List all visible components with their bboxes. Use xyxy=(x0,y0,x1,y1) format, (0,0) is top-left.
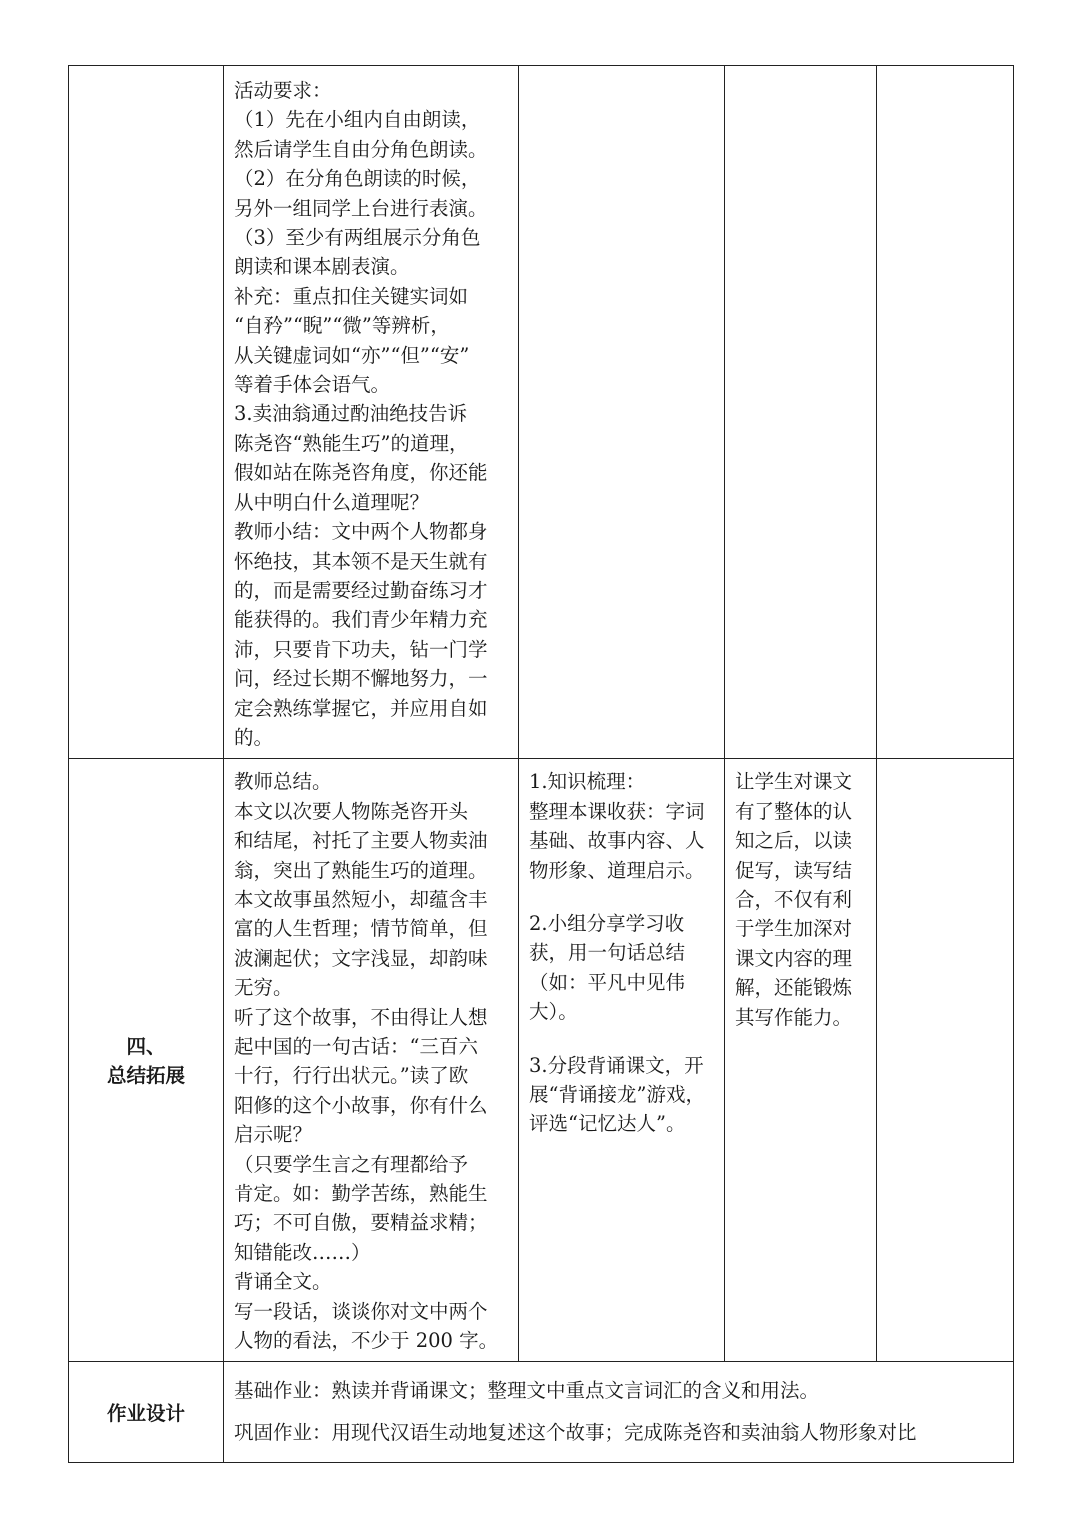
student-activity-cell xyxy=(519,759,725,1362)
text-line: 起中国的一句古话：“三百六 xyxy=(234,1035,478,1058)
text-line: 沛，只要肯下功夫，钻一门学 xyxy=(234,637,488,661)
text-line: 写一段话，谈谈你对文中两个 xyxy=(234,1299,488,1323)
text-line: 获，用一句话总结 xyxy=(529,941,686,965)
text-line: 巧；不可自傲，要精益求精； xyxy=(234,1211,488,1235)
text-line: 启示呢？ xyxy=(234,1123,313,1147)
homework-basic: 基础作业：熟读并背诵课文；整理文中重点文言词汇的含义和用法。 xyxy=(234,1379,820,1403)
teacher-activity-cell xyxy=(224,759,519,1362)
text-line: 有了整体的认 xyxy=(735,799,853,823)
text-line: 评选“记忆达人”。 xyxy=(529,1112,686,1136)
text-line: 促写，读写结 xyxy=(735,858,853,882)
text-line: 课文内容的理 xyxy=(735,946,853,970)
text-line: 人物的看法，不少于 200 字。 xyxy=(234,1329,499,1353)
stage-cell xyxy=(69,66,224,759)
table-row-summary xyxy=(69,759,1014,1362)
paragraph-gap xyxy=(529,885,714,909)
text-line: 定会熟练掌握它，并应用自如 xyxy=(234,696,488,720)
text-line: 陈尧咨“熟能生巧”的道理， xyxy=(234,431,469,455)
stage-title: 总结拓展 xyxy=(106,1064,185,1088)
text-line: 然后请学生自由分角色朗读。 xyxy=(234,137,488,161)
text-line: 十行，行行出状元。”读了欧 xyxy=(234,1064,469,1088)
text-line: “自矜”“睨”“微”等辨析， xyxy=(234,314,450,338)
text-line: 和结尾，衬托了主要人物卖油 xyxy=(234,829,488,853)
student-activity-cell xyxy=(519,66,725,759)
text-line: 其写作能力。 xyxy=(735,1005,853,1029)
text-line: 3.卖油翁通过酌油绝技告诉 xyxy=(234,402,468,426)
text-line: 听了这个故事，不由得让人想 xyxy=(234,1005,488,1029)
text-line: （1）先在小组内自由朗读， xyxy=(234,108,481,132)
teacher-activity-cell xyxy=(224,66,519,759)
text-line: （2）在分角色朗读的时候， xyxy=(234,167,481,191)
text-line: 知之后，以读 xyxy=(735,829,853,853)
text-line: （3）至少有两组展示分角色 xyxy=(234,226,481,250)
paragraph-gap xyxy=(529,1027,714,1051)
stage-number: 四、 xyxy=(126,1035,166,1058)
text-line: 阳修的这个小故事，你有什么 xyxy=(234,1093,488,1117)
text-line: 朗读和课本剧表演。 xyxy=(234,255,410,279)
text-line: 另外一组同学上台进行表演。 xyxy=(234,196,488,220)
table-row-activity xyxy=(69,66,1014,759)
text-line: 教师总结。 xyxy=(234,770,332,794)
text-line: 教师小结：文中两个人物都身 xyxy=(234,520,488,544)
text-line: （只要学生言之有理都给予 xyxy=(234,1152,469,1176)
text-line: 大）。 xyxy=(529,1000,578,1024)
table-row-homework xyxy=(69,1362,1014,1463)
homework-label: 作业设计 xyxy=(69,1362,224,1463)
text-line: 解，还能锻炼 xyxy=(735,976,853,1000)
text-line: 整理本课收获：字词 xyxy=(529,799,705,823)
text-line: 从中明白什么道理呢？ xyxy=(234,490,430,514)
homework-consolidation: 巩固作业：用现代汉语生动地复述这个故事；完成陈尧咨和卖油翁人物形象对比 xyxy=(234,1421,917,1445)
text-line: 2.小组分享学习收 xyxy=(529,911,685,935)
text-line: 假如站在陈尧咨角度，你还能 xyxy=(234,461,488,485)
text-line: 于学生加深对 xyxy=(735,917,853,941)
text-line: 怀绝技，其本领不是天生就有 xyxy=(234,549,488,573)
text-line: 背诵全文。 xyxy=(234,1270,332,1294)
notes-cell xyxy=(877,759,1014,1362)
text-line: 合，不仅有利 xyxy=(735,887,853,911)
text-line: 3.分段背诵课文，开 xyxy=(529,1053,704,1077)
text-line: 能获得的。我们青少年精力充 xyxy=(234,608,488,632)
text-line: 的，而是需要经过勤奋练习才 xyxy=(234,578,488,602)
design-intent-cell xyxy=(725,759,877,1362)
text-line: 1.知识梳理： xyxy=(529,770,646,794)
text-line: 富的人生哲理；情节简单，但 xyxy=(234,917,488,941)
text-line: 本文故事虽然短小，却蕴含丰 xyxy=(234,887,488,911)
text-line: 本文以次要人物陈尧咨开头 xyxy=(234,799,469,823)
text-line: 问，经过长期不懈地努力，一 xyxy=(234,667,488,691)
text-line: 无穷。 xyxy=(234,976,293,1000)
text-line: 基础、故事内容、人 xyxy=(529,829,705,853)
text-line: 波澜起伏；文字浅显，却韵味 xyxy=(234,946,488,970)
notes-cell xyxy=(877,66,1014,759)
text-line: （如：平凡中见伟 xyxy=(529,970,686,994)
text-line: 翁，突出了熟能生巧的道理。 xyxy=(234,858,488,882)
text-line: 知错能改……） xyxy=(234,1240,371,1264)
text-line: 等着手体会语气。 xyxy=(234,373,391,397)
text-line: 的。 xyxy=(234,725,274,749)
lesson-plan-table xyxy=(68,65,1014,1463)
stage-cell xyxy=(69,759,224,1362)
text-line: 展“背诵接龙”游戏， xyxy=(529,1083,705,1106)
text-line: 让学生对课文 xyxy=(735,770,853,794)
text-line: 补充：重点扣住关键实词如 xyxy=(234,284,469,308)
text-line: 从关键虚词如“亦”“但”“安” xyxy=(234,343,470,367)
design-intent-cell xyxy=(725,66,877,759)
homework-cell xyxy=(224,1362,1014,1463)
text-line: 肯定。如：勤学苦练，熟能生 xyxy=(234,1182,488,1206)
text-line: 物形象、道理启示。 xyxy=(529,858,705,882)
text-line: 活动要求： xyxy=(234,79,332,102)
